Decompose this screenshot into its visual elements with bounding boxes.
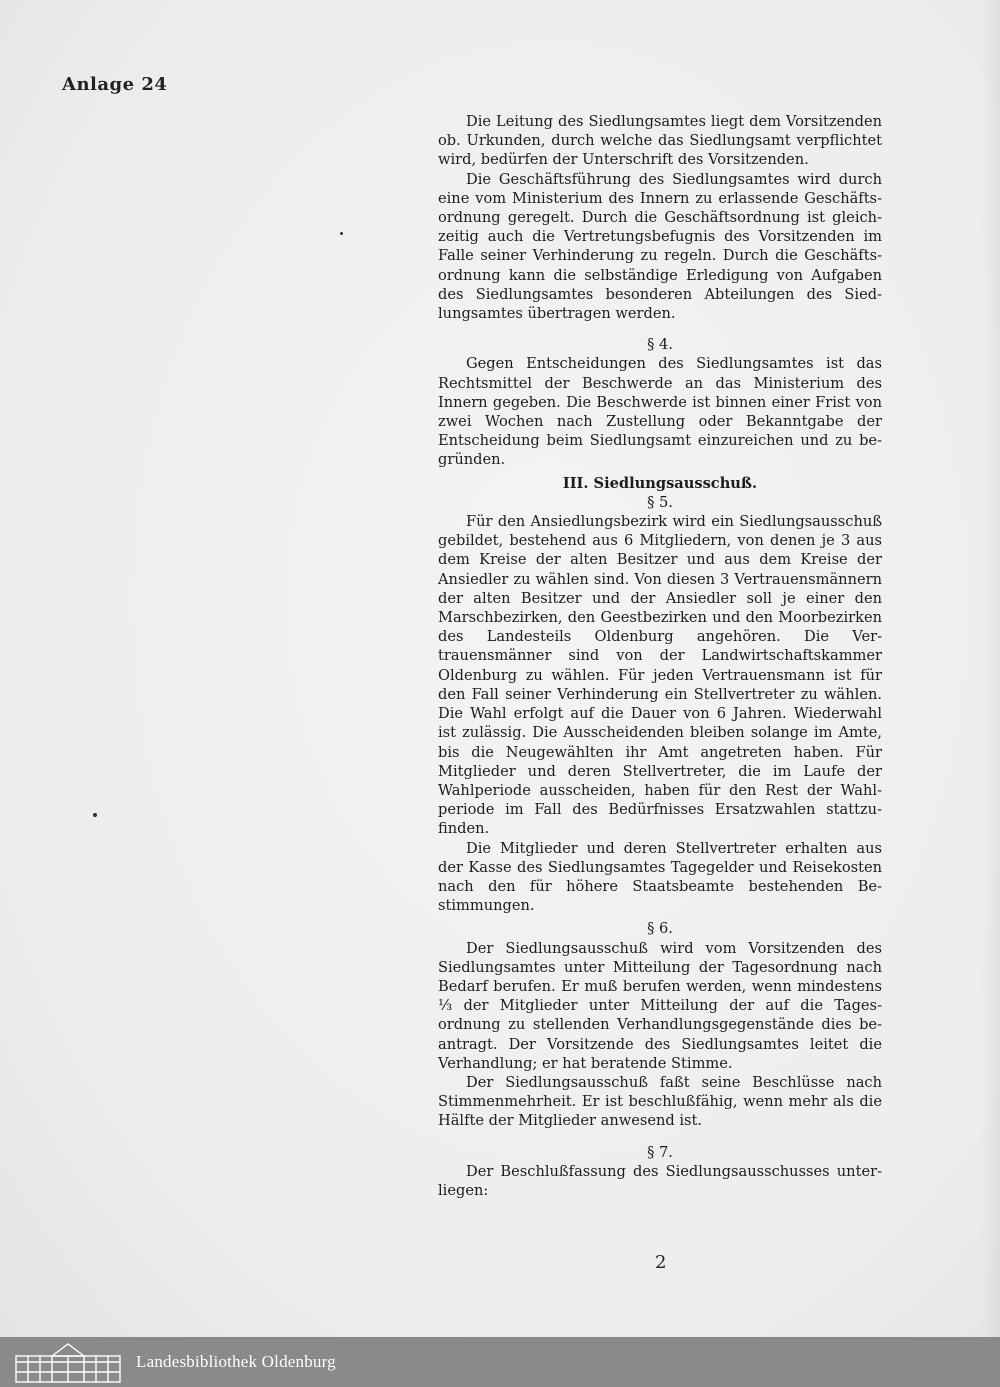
document-body xyxy=(438,112,882,1200)
scan-speck xyxy=(340,232,343,235)
paragraph-berufung: Der Siedlungsausschuß wird vom Vorsitzenden des Siedlungsamtes unter Mitteilung der Tagesordnung nach Bedarf berufen. Er muß berufen werden, wenn mindestens ⅓ der Mitglieder unter Mitteilung der auf die Tagesordnung zu stellenden Verhandlungsgegenstände dies beantragt. Der Vorsitzende des Siedlungsamtes leitet die Verhandlung; er hat beratende Stimme. xyxy=(438,939,882,1072)
paragraph-geschaeftsfuehrung: Die Geschäftsführung des Siedlungsamtes wird durch eine vom Ministerium des Innern zu erlassende Geschäftsordnung geregelt. Durch die Geschäftsordnung ist gleichzeitig auch die Vertretungsbefugnis des Vorsitzenden im Falle seiner Verhinderung zu regeln. Durch die Geschäftsordnung kann die selbständige Erledigung von Aufgaben des Siedlungsamtes besonderen Abteilungen des Siedlungsamtes übertragen werden. xyxy=(438,170,882,323)
paragraph-leitung: Die Leitung des Siedlungsamtes liegt dem Vorsitzenden ob. Urkunden, durch welche das Siedlungsamt verpflichtet wird, bedürfen der Unterschrift des Vorsitzenden. xyxy=(438,113,882,169)
chapter-heading-siedlungsausschuss: III. Siedlungsausschuß. xyxy=(562,474,758,492)
section-heading-5: § 5. xyxy=(647,493,673,511)
paragraph-beschluesse: Der Siedlungsausschuß faßt seine Beschlüsse nach Stimmenmehrheit. Er ist beschlußfähig, wenn mehr als die Hälfte der Mitglieder anwesend ist. xyxy=(438,1073,882,1130)
page-number: 2 xyxy=(655,1252,667,1273)
paragraph-tagegelder: Die Mitglieder und deren Stellvertreter erhalten aus der Kasse des Siedlungsamtes Tagegelder und Reisekosten nach den für höhere Staatsbeamte bestehenden Bestimmungen. xyxy=(438,839,882,915)
scan-speck xyxy=(93,813,97,817)
paragraph-beschwerde: Gegen Entscheidungen des Siedlungsamtes ist das Rechtsmittel der Beschwerde an das Ministerium des Innern gegeben. Die Beschwerde ist binnen einer Frist von zwei Wochen nach Zustellung oder Bekanntgabe der Entscheidung beim Siedlungsamt einzureichen und zu begründen. xyxy=(438,355,882,469)
annex-label: Anlage 24 xyxy=(62,74,168,95)
section-heading-4: § 4. xyxy=(647,336,673,354)
section-heading-6: § 6. xyxy=(647,920,673,938)
library-name[interactable]: Landesbibliothek Oldenburg xyxy=(136,1352,336,1371)
library-building-icon[interactable] xyxy=(12,1340,124,1384)
page-edge-shadow xyxy=(982,0,1000,1337)
footer-bar xyxy=(0,1337,1000,1387)
paragraph-ausschuss: Für den Ansiedlungsbezirk wird ein Siedlungsausschuß gebildet, bestehend aus 6 Mitgliedern, von denen je 3 aus dem Kreise der alten Besitzer und aus dem Kreise der Ansiedler zu wählen sind. Von diesen 3 Vertrauensmännern der alten Besitzer und der Ansiedler soll je einer den Marschbezirken, den Geestbezirken und den Moorbezirken des Landesteils Oldenburg angehören. Die Vertrauensmänner sind von der Landwirtschaftskammer Oldenburg zu wählen. Für jeden Vertrauensmann ist für den Fall seiner Verhinderung ein Stellvertreter zu wählen. Die Wahl erfolgt auf die Dauer von 6 Jahren. Wiederwahl ist zulässig. Die Ausscheidenden bleiben solange im Amte, bis die Neugewählten ihr Amt angetreten haben. Für Mitglieder und deren Stellvertreter, die im Laufe der Wahlperiode ausscheiden, haben für den Rest der Wahlperiode im Fall des Bedürfnisses Ersatzwahlen stattzufinden. xyxy=(438,513,882,838)
section-heading-7: § 7. xyxy=(647,1143,673,1161)
paragraph-beschlussfassung: Der Beschlußfassung des Siedlungsausschusses unterliegen: xyxy=(438,1162,882,1199)
